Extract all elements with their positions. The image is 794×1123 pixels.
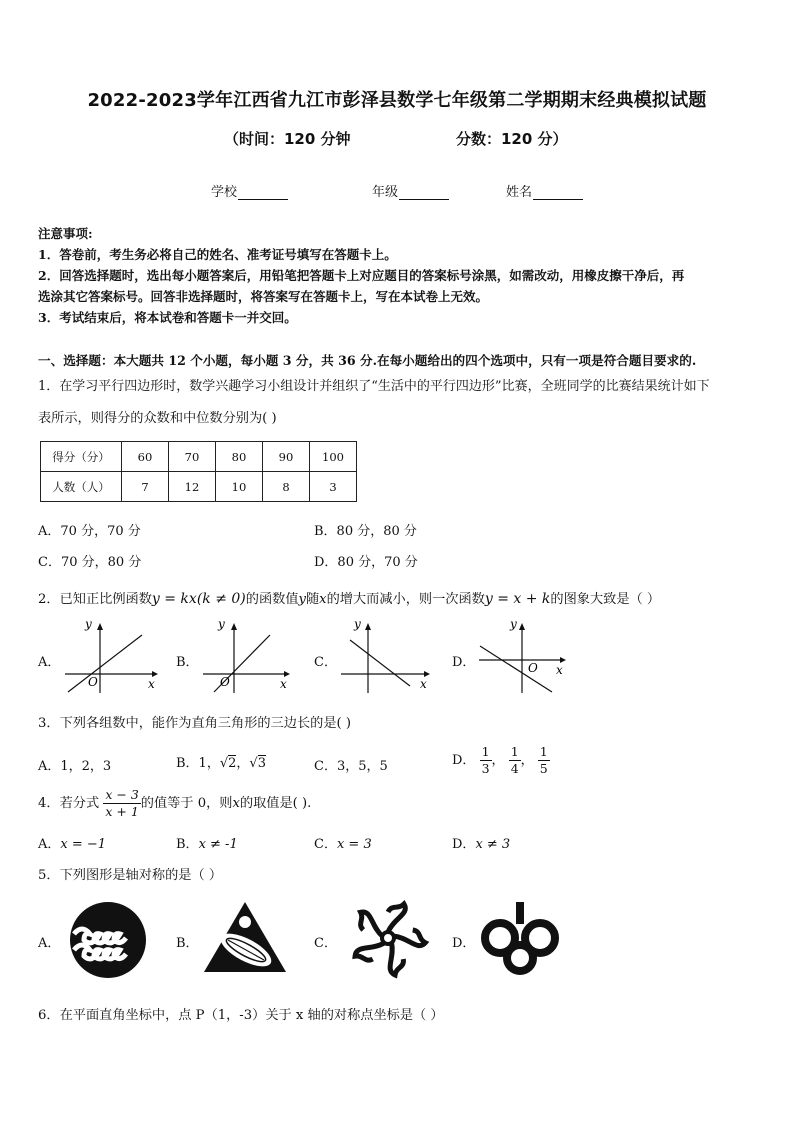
school-label: 学校 bbox=[211, 185, 238, 200]
table-cell: 100 bbox=[310, 442, 357, 472]
axis-y-label: y bbox=[85, 617, 92, 631]
q2-graph-d bbox=[474, 617, 574, 695]
q2-text: 随 bbox=[305, 592, 320, 607]
q5-stem: 5．下列图形是轴对称的是（ ） bbox=[38, 868, 223, 883]
q1-option-c: C．70 分，80 分 bbox=[38, 555, 142, 570]
grade-blank bbox=[399, 185, 449, 200]
school-field bbox=[211, 181, 288, 200]
table-cell: 12 bbox=[169, 472, 216, 502]
three-rings-figure bbox=[480, 900, 560, 976]
q3-option-b-text: B．1， bbox=[176, 756, 220, 771]
table-cell: 60 bbox=[122, 442, 169, 472]
q4-option-a bbox=[38, 833, 106, 852]
time-label: （时间：120 分钟 bbox=[224, 130, 351, 148]
axis-y-label: y bbox=[510, 617, 517, 631]
note-2a: 2．回答选择题时，选出每小题答案后，用铅笔把答题卡上对应题目的答案标号涂黑，如需改动，用橡皮擦干净后，再 bbox=[38, 268, 685, 283]
q1-line1: 1．在学习平行四边形时，数学兴趣学习小组设计并组织了“生活中的平行四边形”比赛，全班同学的比赛结果统计如下 bbox=[38, 379, 710, 394]
q1-option-b: B．80 分，80 分 bbox=[314, 524, 417, 539]
q2-text: 2．已知正比例函数 bbox=[38, 592, 152, 607]
q2-text: 的图象大致是（ ） bbox=[550, 592, 661, 607]
table-cell: 8 bbox=[263, 472, 310, 502]
denominator: 4 bbox=[510, 761, 519, 776]
q2-option-a-label: A． bbox=[38, 655, 61, 670]
q2-formula-2: y = x + k bbox=[484, 591, 551, 607]
fraction bbox=[538, 744, 550, 777]
q3-comma: ， bbox=[520, 753, 534, 768]
q2-var: y bbox=[298, 592, 306, 607]
q2-option-c-label: C． bbox=[314, 655, 337, 670]
table-cell: 人数（人） bbox=[41, 472, 122, 502]
q3-comma: ， bbox=[491, 753, 505, 768]
q3-stem: 3．下列各组数中，能作为直角三角形的三边长的是( ) bbox=[38, 716, 351, 731]
q4-option-b-label: B． bbox=[176, 837, 199, 852]
numerator: 1 bbox=[510, 744, 519, 759]
numerator: 1 bbox=[539, 744, 548, 759]
q4-option-c bbox=[314, 833, 372, 852]
q3-option-c: C．3，5，5 bbox=[314, 759, 388, 774]
q2-formula-cond: (k ≠ 0) bbox=[196, 591, 246, 607]
q4-option-a-label: A． bbox=[38, 837, 61, 852]
fraction bbox=[509, 744, 521, 777]
q3-radicand: 3 bbox=[257, 756, 266, 771]
table-cell: 80 bbox=[216, 442, 263, 472]
table-cell: 7 bbox=[122, 472, 169, 502]
axis-x-label: x bbox=[556, 663, 563, 677]
score-label: 分数：120 分） bbox=[456, 130, 568, 148]
q4-option-d-label: D． bbox=[452, 837, 476, 852]
numerator: 1 bbox=[481, 744, 490, 759]
table-cell: 3 bbox=[310, 472, 357, 502]
q4-option-b bbox=[176, 833, 238, 852]
grade-label: 年级 bbox=[372, 185, 399, 200]
q4-fraction bbox=[103, 787, 140, 820]
denominator: 5 bbox=[539, 761, 548, 776]
q4-option-b-expr: x ≠ -1 bbox=[198, 837, 238, 852]
fraction bbox=[480, 744, 492, 777]
numerator: x − 3 bbox=[105, 787, 139, 802]
q2-graph-b bbox=[198, 617, 298, 695]
origin-label: O bbox=[88, 675, 98, 689]
axis-y-label: y bbox=[354, 617, 361, 631]
q1-option-d: D．80 分，70 分 bbox=[314, 555, 418, 570]
q4-option-c-expr: x = 3 bbox=[336, 837, 372, 852]
denominator: 3 bbox=[481, 761, 490, 776]
sqrt-symbol: √ bbox=[249, 756, 258, 771]
q3-sep: ， bbox=[236, 756, 250, 771]
q4-option-c-label: C． bbox=[314, 837, 337, 852]
q4-stem bbox=[38, 787, 311, 820]
name-label: 姓名 bbox=[506, 185, 533, 200]
q4-var: x bbox=[232, 796, 240, 811]
q3-option-a: A．1，2，3 bbox=[38, 759, 112, 774]
name-field bbox=[506, 181, 583, 200]
table-cell: 70 bbox=[169, 442, 216, 472]
page-title: 2022-2023学年江西省九江市彭泽县数学七年级第二学期期末经典模拟试题 bbox=[87, 90, 707, 111]
q3-radicand: 2 bbox=[228, 756, 237, 771]
q2-stem bbox=[38, 588, 660, 607]
wave-circle-figure bbox=[68, 900, 148, 980]
origin-label: O bbox=[220, 675, 230, 689]
school-blank bbox=[238, 185, 288, 200]
q4-text: 4．若分式 bbox=[38, 796, 100, 811]
q3-option-d bbox=[452, 744, 550, 777]
q6-stem: 6．在平面直角坐标中，点 P（1，-3）关于 x 轴的对称点坐标是（ ） bbox=[38, 1008, 444, 1023]
denominator: x + 1 bbox=[105, 804, 139, 819]
origin-label: O bbox=[528, 661, 538, 675]
q5-option-a-label: A． bbox=[38, 936, 61, 951]
pinwheel-flower-figure bbox=[350, 900, 426, 976]
score-table bbox=[40, 441, 357, 502]
axis-x-label: x bbox=[280, 677, 287, 691]
table-row bbox=[41, 442, 357, 472]
q2-formula: y = kx bbox=[151, 591, 197, 607]
triangle-ellipse-figure bbox=[202, 900, 288, 976]
q1-line2: 表所示，则得分的众数和中位数分别为( ) bbox=[38, 411, 277, 426]
grade-field bbox=[372, 181, 449, 200]
sqrt-symbol: √ bbox=[219, 756, 229, 771]
notes-heading: 注意事项: bbox=[38, 226, 93, 241]
q4-text: 的值等于 0，则 bbox=[140, 796, 233, 811]
q4-option-a-expr: x = −1 bbox=[60, 837, 107, 852]
q3-option-d-label: D． bbox=[452, 753, 476, 768]
note-3: 3．考试结束后，将本试卷和答题卡一并交回。 bbox=[38, 310, 297, 325]
axis-x-label: x bbox=[420, 677, 427, 691]
q4-option-d bbox=[452, 833, 510, 852]
q5-option-b-label: B． bbox=[176, 936, 199, 951]
q2-option-d-label: D． bbox=[452, 655, 476, 670]
table-row bbox=[41, 472, 357, 502]
table-cell: 得分（分） bbox=[41, 442, 122, 472]
note-2b: 选涂其它答案标号。回答非选择题时，将答案写在答题卡上，写在本试卷上无效。 bbox=[38, 289, 489, 304]
q4-option-d-expr: x ≠ 3 bbox=[475, 837, 511, 852]
q2-text: 的函数值 bbox=[245, 592, 299, 607]
q5-option-d-label: D． bbox=[452, 936, 476, 951]
q2-text: 的增大而减小，则一次函数 bbox=[326, 592, 485, 607]
q2-option-b-label: B． bbox=[176, 655, 199, 670]
q2-var: x bbox=[319, 592, 327, 607]
q2-graph-a bbox=[60, 617, 160, 695]
q3-option-b bbox=[176, 752, 266, 771]
q5-option-c-label: C． bbox=[314, 936, 337, 951]
table-cell: 90 bbox=[263, 442, 310, 472]
note-1: 1．答卷前，考生务必将自己的姓名、准考证号填写在答题卡上。 bbox=[38, 247, 397, 262]
section-heading: 一、选择题：本大题共 12 个小题，每小题 3 分，共 36 分.在每小题给出的四个选项中，只有一项是符合题目要求的. bbox=[38, 353, 697, 368]
name-blank bbox=[533, 185, 583, 200]
q1-option-a: A．70 分，70 分 bbox=[38, 524, 141, 539]
axis-y-label: y bbox=[218, 617, 225, 631]
q4-text: 的取值是( ). bbox=[239, 796, 312, 811]
table-cell: 10 bbox=[216, 472, 263, 502]
axis-x-label: x bbox=[148, 677, 155, 691]
q2-graph-c bbox=[336, 617, 436, 695]
